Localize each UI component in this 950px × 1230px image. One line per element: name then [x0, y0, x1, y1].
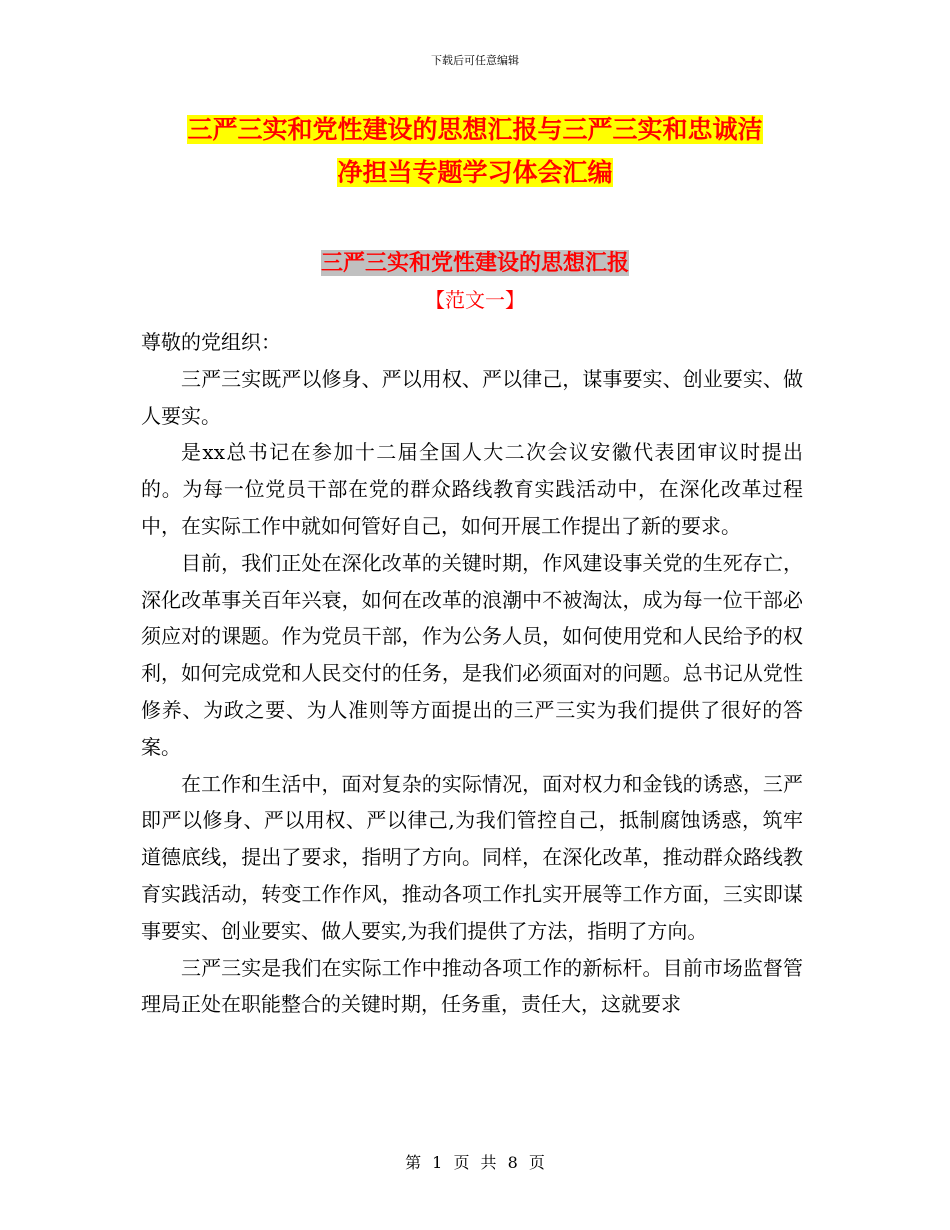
document-title	[140, 108, 810, 194]
document-title-line-1: 三严三实和党性建设的思想汇报与三严三实和忠诚洁	[187, 115, 763, 144]
body-paragraph: 三严三实是我们在实际工作中推动各项工作的新标杆。目前市场监督管理局正处在职能整合的关键时期，任务重，责任大，这就要求	[141, 955, 803, 1017]
section-heading	[0, 247, 950, 279]
document-body	[141, 324, 803, 1023]
page-number: 第 1 页 共 8 页	[405, 1153, 545, 1172]
body-paragraph: 在工作和生活中，面对复杂的实际情况，面对权力和金钱的诱惑，三严即严以修身、严以用权、严以律己,为我们管控自己，抵制腐蚀诱惑，筑牢道德底线，提出了要求，指明了方向。同样，在深化改革，推动群众路线教育实践活动，转变工作作风，推动各项工作扎实开展等工作方面，三实即谋事要实、创业要实、做人要实,为我们提供了方法，指明了方向。	[141, 771, 803, 943]
section-heading-text: 三严三实和党性建设的思想汇报	[320, 250, 629, 276]
body-paragraph: 是xx总书记在参加十二届全国人大二次会议安徽代表团审议时提出的。为每一位党员干部在党的群众路线教育实践活动中，在深化改革过程中，在实际工作中就如何管好自己，如何开展工作提出了新的要求。	[141, 440, 803, 538]
body-paragraph: 目前，我们正处在深化改革的关键时期，作风建设事关党的生死存亡，深化改革事关百年兴衰，如何在改革的浪潮中不被淘汰，成为每一位干部必须应对的课题。作为党员干部，作为公务人员，如何使用党和人民给予的权利，如何完成党和人民交付的任务，是我们必须面对的问题。总书记从党性修养、为政之要、为人准则等方面提出的三严三实为我们提供了很好的答案。	[141, 550, 803, 759]
section-subtitle: 【范文一】	[425, 288, 525, 312]
document-title-line-2: 净担当专题学习体会汇编	[337, 158, 613, 187]
page-header-note: 下载后可任意编辑	[431, 54, 519, 67]
body-paragraph: 三严三实既严以修身、严以用权、严以律己，谋事要实、创业要实、做人要实。	[141, 366, 803, 428]
salutation: 尊敬的党组织：	[141, 330, 281, 354]
